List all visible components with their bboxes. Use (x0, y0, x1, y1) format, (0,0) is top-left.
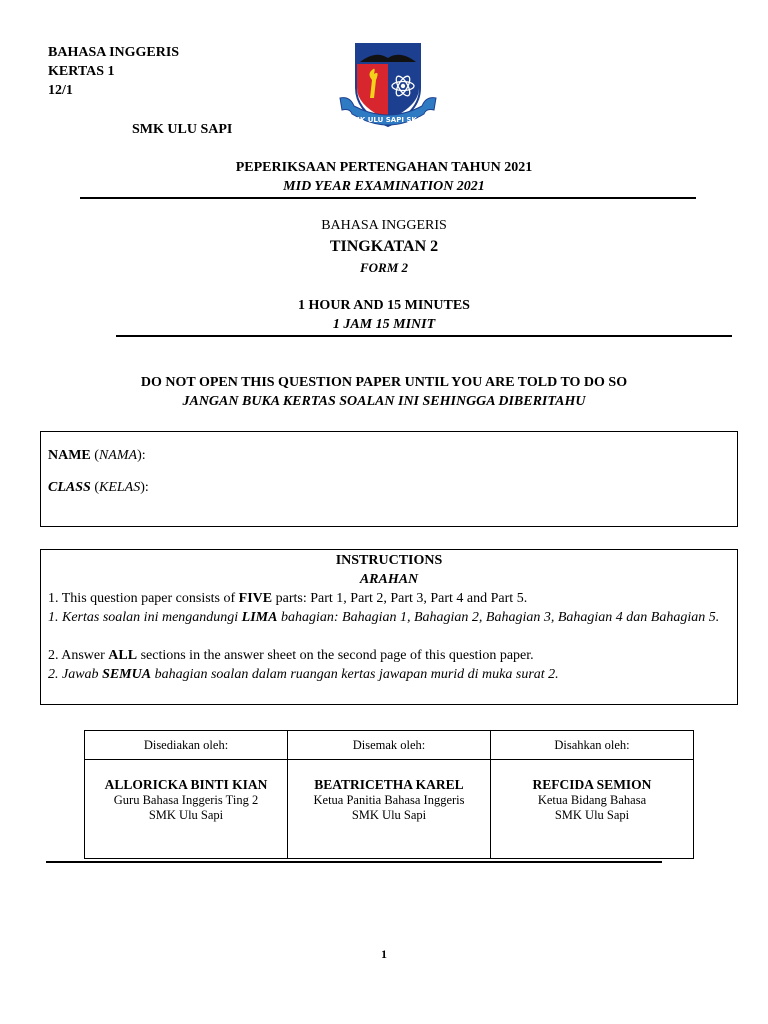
instructions-title-my: ARAHAN (359, 572, 419, 587)
paper-code: 12/1 (48, 83, 73, 98)
name-label: NAME (48, 448, 91, 463)
signature-cell (288, 760, 491, 859)
signatory-school: SMK Ulu Sapi (554, 808, 630, 822)
name-label-my: NAMA (98, 448, 138, 463)
warning-my: JANGAN BUKA KERTAS SOALAN INI SEHINGGA DIBERITAHU (182, 394, 586, 409)
class-label: CLASS (48, 480, 91, 495)
signatory-name: ALLORICKA BINTI KIAN (104, 777, 268, 792)
instruction-item: 2. Jawab SEMUA bahagian soalan dalam ruangan kertas jawapan murid di muka surat 2. (48, 667, 559, 682)
exam-duration-my: 1 JAM 15 MINIT (332, 317, 436, 332)
instruction-item: 1. Kertas soalan ini mengandungi LIMA bahagian: Bahagian 1, Bahagian 2, Bahagian 3, Bahagian 4 dan Bahagian 5. (48, 610, 720, 625)
exam-duration-en: 1 HOUR AND 15 MINUTES (298, 298, 470, 313)
instruction-item: 1. This question paper consists of FIVE parts: Part 1, Part 2, Part 3, Part 4 and Part 5. (48, 591, 528, 606)
signature-role: Disediakan oleh: (85, 731, 288, 760)
school-name: SMK ULU SAPI (132, 122, 233, 137)
divider-bottom (46, 861, 662, 863)
signatory-school: SMK Ulu Sapi (148, 808, 224, 822)
warning-en: DO NOT OPEN THIS QUESTION PAPER UNTIL YOU ARE TOLD TO DO SO (140, 375, 628, 390)
signatory-title: Ketua Bidang Bahasa (537, 793, 647, 807)
signature-cell (85, 760, 288, 859)
signatory-name: BEATRICETHA KAREL (314, 777, 464, 792)
exam-title-en: MID YEAR EXAMINATION 2021 (283, 179, 485, 194)
page-number: 1 (381, 947, 387, 961)
paper-label: KERTAS 1 (48, 64, 115, 79)
school-crest-logo (336, 40, 440, 132)
exam-title-my: PEPERIKSAAN PERTENGAHAN TAHUN 2021 (235, 160, 533, 175)
class-field[interactable]: CLASS (KELAS): (48, 480, 149, 495)
candidate-details-box (40, 431, 738, 527)
signature-role: Disahkan oleh: (491, 731, 694, 760)
subject-label: BAHASA INGGERIS (48, 45, 180, 60)
name-field[interactable]: NAME (NAMA): (48, 448, 146, 463)
divider-middle (116, 335, 732, 337)
signature-role: Disemak oleh: (288, 731, 491, 760)
instructions-title: INSTRUCTIONS (335, 553, 443, 568)
divider-top (80, 197, 696, 199)
exam-subject: BAHASA INGGERIS (321, 218, 447, 233)
crest-ribbon-text: SMK ULU SAPI SKAN (347, 116, 429, 124)
signature-table (84, 730, 694, 859)
signatory-title: Ketua Panitia Bahasa Inggeris (313, 793, 465, 807)
signatory-school: SMK Ulu Sapi (351, 808, 427, 822)
class-label-my: KELAS (98, 480, 141, 495)
instruction-item: 2. Answer ALL sections in the answer sheet on the second page of this question paper. (48, 648, 534, 663)
instructions-box (40, 549, 738, 705)
exam-level-en: FORM 2 (359, 260, 409, 275)
signature-cell (491, 760, 694, 859)
signatory-name: REFCIDA SEMION (532, 777, 652, 792)
exam-level-my: TINGKATAN 2 (329, 238, 439, 255)
signatory-title: Guru Bahasa Inggeris Ting 2 (113, 793, 259, 807)
